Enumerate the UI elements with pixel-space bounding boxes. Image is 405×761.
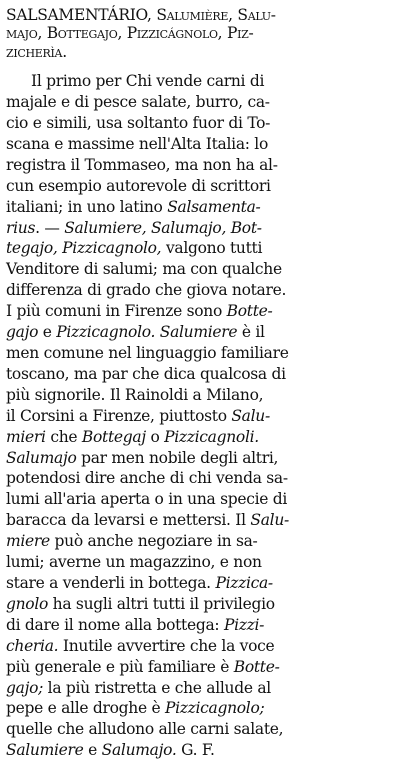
cited-term: tegajo, Pizzicagnolo, bbox=[6, 239, 162, 258]
body-text: men comune nel linguaggio familiare bbox=[6, 344, 289, 362]
body-text: è il bbox=[237, 323, 265, 342]
cited-term: Salumajo. bbox=[101, 741, 177, 760]
body-line bbox=[6, 573, 399, 594]
cited-term: Pizzi- bbox=[223, 615, 265, 634]
synonym-term: Salu- bbox=[237, 6, 276, 24]
body-line bbox=[6, 364, 399, 385]
cited-term: gnolo bbox=[6, 594, 49, 613]
body-line bbox=[6, 176, 399, 197]
body-text: cun esempio autorevole di scrittori bbox=[6, 176, 271, 195]
body-text: G. F. bbox=[176, 741, 215, 760]
body-text: lumi; averne un magazzino, e non bbox=[6, 553, 262, 572]
synonym-term: majo bbox=[6, 24, 38, 43]
heading-line bbox=[6, 24, 399, 42]
body-line bbox=[6, 218, 399, 239]
body-line bbox=[6, 489, 399, 510]
synonym-term: Piz- bbox=[226, 24, 254, 43]
cited-term: rius bbox=[6, 218, 36, 237]
body-text: stare a venderli in bottega. bbox=[6, 573, 216, 592]
body-text: di dare il nome alla bottega: bbox=[6, 615, 224, 634]
body-line bbox=[6, 427, 399, 448]
cited-term: gajo bbox=[6, 323, 39, 342]
body-text: toscano, ma par che dica qualcosa di bbox=[6, 364, 286, 383]
synonym-term: Salumière bbox=[156, 6, 229, 24]
heading-text: , bbox=[217, 24, 227, 43]
cited-term: Pizzicagnolo; bbox=[164, 699, 265, 718]
body-text: il Corsini a Firenze, piuttosto bbox=[6, 406, 232, 425]
body-line bbox=[6, 594, 399, 615]
cited-term: Bottegaj bbox=[81, 427, 146, 446]
body-line bbox=[6, 510, 399, 531]
body-line bbox=[6, 678, 399, 699]
body-text: italiani; in uno latino bbox=[6, 197, 168, 216]
cited-term: Botte- bbox=[226, 302, 273, 321]
body-text: valgono tutti bbox=[161, 239, 263, 258]
body-text: par men nobile degli altri, bbox=[76, 448, 279, 467]
body-text: pepe e alle droghe è bbox=[6, 699, 165, 718]
body-text: . — bbox=[35, 218, 65, 237]
body-text: majale e di pesce salate, burro, ca- bbox=[6, 93, 270, 112]
body-line bbox=[6, 71, 399, 92]
body-line bbox=[6, 197, 399, 218]
body-text: più generale e più familiare è bbox=[6, 657, 234, 676]
body-line bbox=[6, 322, 399, 343]
entry-body bbox=[6, 71, 399, 761]
heading-text: , bbox=[228, 6, 238, 24]
body-text: Venditore di salumi; ma con qualche bbox=[6, 260, 282, 279]
cited-term: mieri bbox=[6, 427, 46, 446]
cited-term: Botte- bbox=[233, 657, 280, 676]
body-text: e bbox=[38, 323, 57, 342]
cited-term: Salumiere bbox=[6, 741, 84, 760]
body-text: scana e massime nell'Alta Italia: lo bbox=[6, 134, 268, 153]
body-text: o bbox=[145, 427, 165, 446]
body-line bbox=[6, 740, 399, 761]
body-line bbox=[6, 155, 399, 176]
body-line bbox=[6, 448, 399, 469]
heading-text: SALSAMENTÁRIO bbox=[6, 6, 148, 24]
body-text: potendosi dire anche di chi venda sa- bbox=[6, 469, 288, 488]
synonym-term: zicherìa bbox=[6, 42, 63, 61]
cited-term: Pizzicagnoli. bbox=[164, 427, 259, 446]
cited-term: Pizzica- bbox=[215, 573, 273, 592]
cited-term: gajo; bbox=[6, 678, 44, 697]
cited-term: Salsamenta- bbox=[167, 197, 261, 216]
cited-term: Salumajo bbox=[6, 448, 77, 467]
body-line bbox=[6, 636, 399, 657]
body-line bbox=[6, 238, 399, 259]
body-text: baracca da levarsi e mettersi. Il bbox=[6, 511, 251, 530]
body-line bbox=[6, 406, 399, 427]
entry-heading bbox=[6, 6, 399, 61]
cited-term: Salumiere, Salumajo, Bot- bbox=[64, 218, 262, 237]
heading-line bbox=[6, 6, 399, 24]
body-text: può anche negoziare in sa- bbox=[49, 532, 258, 551]
body-line bbox=[6, 280, 399, 301]
cited-term: cheria. bbox=[6, 636, 59, 655]
body-text: ha sugli altri tutti il privilegio bbox=[48, 594, 275, 613]
heading-text: , bbox=[147, 6, 157, 24]
body-line bbox=[6, 92, 399, 113]
heading-text: , bbox=[117, 24, 127, 43]
body-text: I più comuni in Firenze sono bbox=[6, 302, 227, 321]
body-line bbox=[6, 698, 399, 719]
cited-term: Pizzicagnolo. Salumiere bbox=[56, 323, 238, 342]
synonym-term: Bottegajo bbox=[46, 24, 118, 43]
body-text: lumi all'aria aperta o in una specie di bbox=[6, 490, 288, 509]
body-line bbox=[6, 301, 399, 322]
cited-term: Salu- bbox=[250, 511, 289, 530]
body-line bbox=[6, 719, 399, 740]
cited-term: miere bbox=[6, 532, 50, 551]
synonym-term: Pizzicágnolo bbox=[126, 24, 218, 43]
body-text: quelle che alludono alle carni salate, bbox=[6, 720, 284, 739]
body-text: più signorile. Il Rainoldi a Milano, bbox=[6, 385, 264, 404]
cited-term: Salu- bbox=[231, 406, 270, 425]
body-text: Inutile avvertire che la voce bbox=[58, 636, 275, 655]
heading-text: , bbox=[37, 24, 47, 43]
heading-line bbox=[6, 43, 399, 61]
body-text: registra il Tommaseo, ma non ha al- bbox=[6, 155, 278, 174]
body-line bbox=[6, 615, 399, 636]
body-text: Il primo per Chi vende carni di bbox=[31, 72, 265, 91]
body-line bbox=[6, 552, 399, 573]
body-line bbox=[6, 113, 399, 134]
body-text: che bbox=[45, 427, 82, 446]
body-line bbox=[6, 134, 399, 155]
body-line bbox=[6, 531, 399, 552]
body-line bbox=[6, 259, 399, 280]
body-text: e bbox=[83, 741, 102, 760]
body-text: cio e simili, usa soltanto fuor di To- bbox=[6, 114, 271, 133]
heading-text: . bbox=[62, 42, 67, 61]
body-line bbox=[6, 657, 399, 678]
body-text: la più ristretta e che allude al bbox=[43, 678, 271, 697]
body-text: differenza di grado che giova notare. bbox=[6, 281, 287, 300]
body-line bbox=[6, 343, 399, 364]
body-line bbox=[6, 385, 399, 406]
body-line bbox=[6, 468, 399, 489]
